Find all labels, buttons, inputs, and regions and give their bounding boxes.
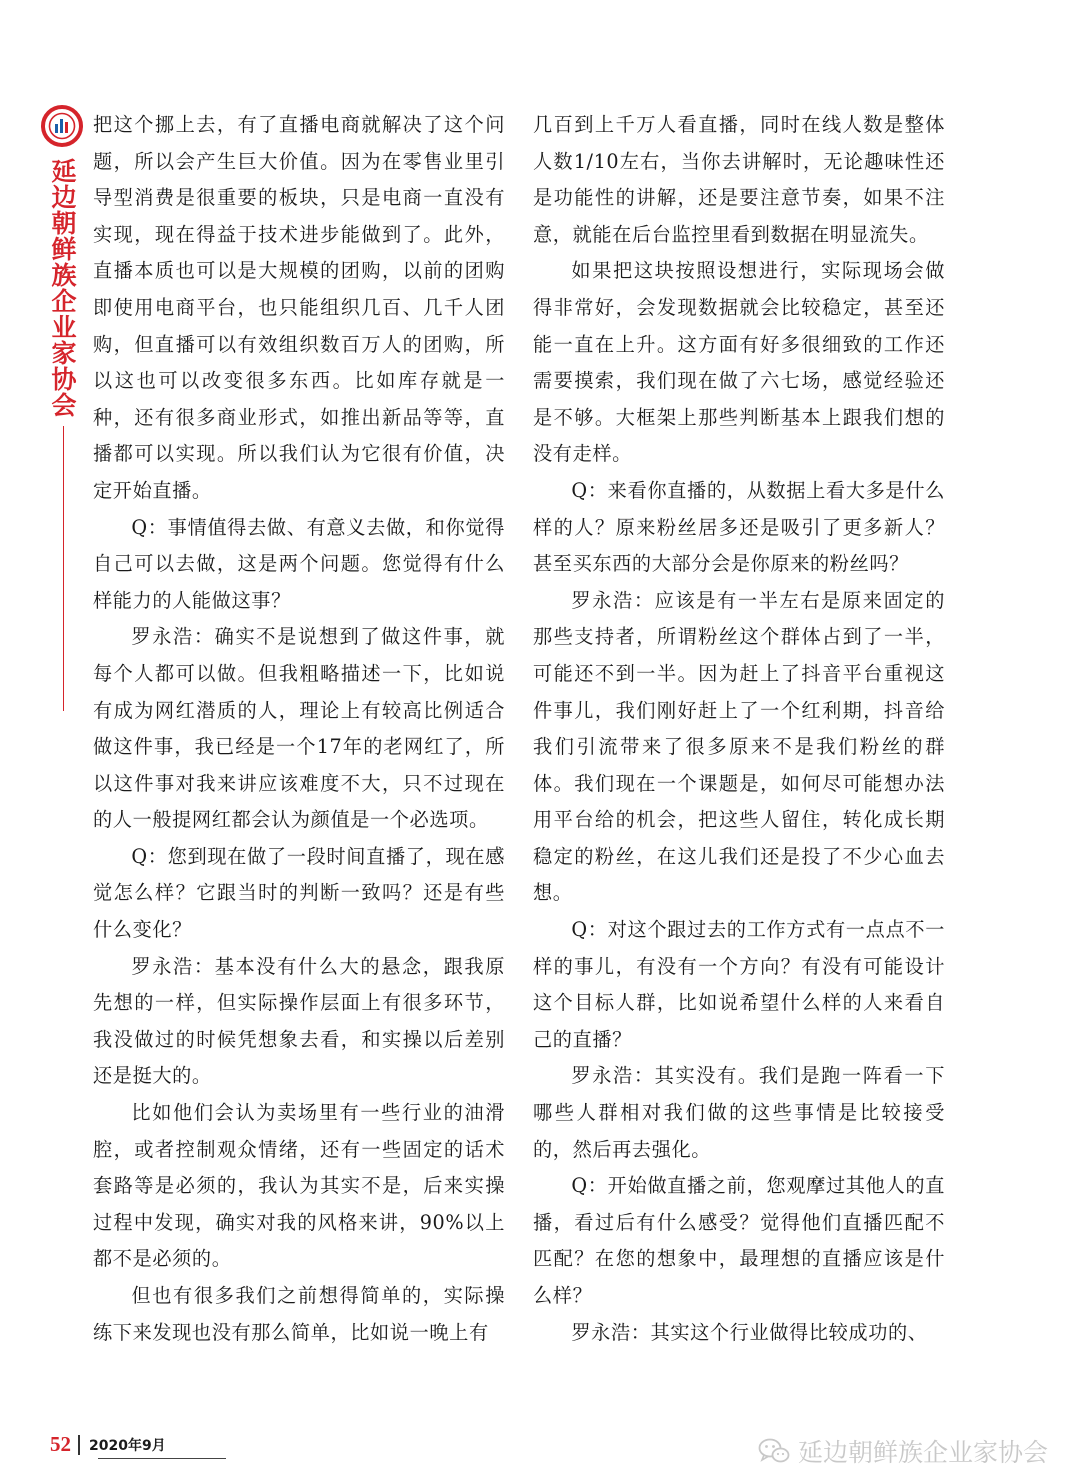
- paragraph: 罗永浩：其实这个行业做得比较成功的、: [571, 1320, 928, 1344]
- paragraph: Q：您到现在做了一段时间直播了，现在感觉怎么样？它跟当时的判断一致吗？还是有些什么变化？: [93, 844, 505, 942]
- page-footer: [50, 1432, 166, 1457]
- paragraph: Q：来看你直播的，从数据上看大多是什么样的人？原来粉丝居多还是吸引了更多新人？甚至买东西的大部分会是你原来的粉丝吗？: [533, 478, 945, 576]
- article-column-right: [533, 107, 945, 1351]
- article-column-left: [93, 107, 505, 1351]
- paragraph: 但也有很多我们之前想得简单的，实际操练下来发现也没有那么简单，比如说一晚上有: [93, 1284, 505, 1344]
- paragraph: Q：对这个跟过去的工作方式有一点点不一样的事儿，有没有一个方向？有没有可能设计这个目标人群，比如说希望什么样的人来看自己的直播？: [533, 918, 945, 1051]
- footer-rule: [98, 1458, 226, 1459]
- page-number: 52: [50, 1432, 71, 1456]
- footer-divider: [78, 1435, 80, 1455]
- watermark-text: 延边朝鲜族企业家协会: [797, 1438, 1048, 1467]
- paragraph: 罗永浩：应该是有一半左右是原来固定的那些支持者，所谓粉丝这个群体占到了一半，可能还不到一半。因为赶上了抖音平台重视这件事儿，我们刚好赶上了一个红利期，抖音给我们引流带来了很多原来不是我们粉丝的群体。我们现在一个课题是，如何尽可能想办法用平台给的机会，把这些人留住，转化成长期稳定的粉丝，在这儿我们还是投了不少心血去想。: [533, 588, 945, 905]
- wechat-icon: [758, 1438, 790, 1464]
- sidebar-divider: [63, 426, 64, 711]
- paragraph: Q：事情值得去做、有意义去做，和你觉得自己可以去做，这是两个问题。您觉得有什么样能力的人能做这事？: [93, 515, 505, 612]
- paragraph: 罗永浩：其实没有。我们是跑一阵看一下哪些人群相对我们做的这些事情是比较接受的，然后再去强化。: [533, 1064, 945, 1161]
- wechat-watermark: [758, 1433, 1048, 1469]
- paragraph: 如果把这块按照设想进行，实际现场会做得非常好，会发现数据就会比较稳定，甚至还能一直在上升。这方面有好多很细致的工作还需要摸索，我们现在做了六七场，感觉经验还是不够。大框架上那些判断基本上跟我们想的没有走样。: [533, 259, 945, 466]
- paragraph: Q：开始做直播之前，您观摩过其他人的直播，看过后有什么感受？觉得他们直播匹配不匹配？在您的想象中，最理想的直播应该是什么样？: [533, 1174, 945, 1307]
- paragraph: 把这个挪上去，有了直播电商就解决了这个问题，所以会产生巨大价值。因为在零售业里引导型消费是很重要的板块，只是电商一直没有实现，现在得益于技术进步能做到了。此外，直播本质也可以是大规模的团购，以前的团购即使用电商平台，也只能组织几百、几千人团购，但直播可以有效组织数百万人的团购，所以这也可以改变很多东西。比如库存就是一种，还有很多商业形式，如推出新品等等，直播都可以实现。所以我们认为它很有价值，决定开始直播。: [93, 113, 505, 502]
- issue-date: 2020年9月: [89, 1437, 166, 1454]
- paragraph: 罗永浩：基本没有什么大的悬念，跟我原先想的一样，但实际操作层面上有很多环节，我没做过的时候凭想象去看，和实操以后差别还是挺大的。: [93, 954, 505, 1088]
- paragraph: 比如他们会认为卖场里有一些行业的油滑腔，或者控制观众情绪，还有一些固定的话术套路等是必须的，我认为其实不是，后来实操过程中发现，确实对我的风格来讲，90%以上都不是必须的。: [93, 1101, 505, 1271]
- paragraph: 罗永浩：确实不是说想到了做这件事，就每个人都可以做。但我粗略描述一下，比如说有成为网红潜质的人，理论上有较高比例适合做这件事，我已经是一个17年的老网红了，所以这件事对我来讲应该难度不大，只不过现在的人一般提网红都会认为颜值是一个必选项。: [93, 625, 505, 832]
- association-logo-icon: [40, 104, 84, 148]
- sidebar: [28, 96, 86, 716]
- paragraph: 几百到上千万人看直播，同时在线人数是整体人数1/10左右，当你去讲解时，无论趣味性还是功能性的讲解，还是要注意节奏，如果不注意，就能在后台监控里看到数据在明显流失。: [533, 113, 945, 246]
- vertical-title: 延边朝鲜族企业家协会: [48, 158, 77, 418]
